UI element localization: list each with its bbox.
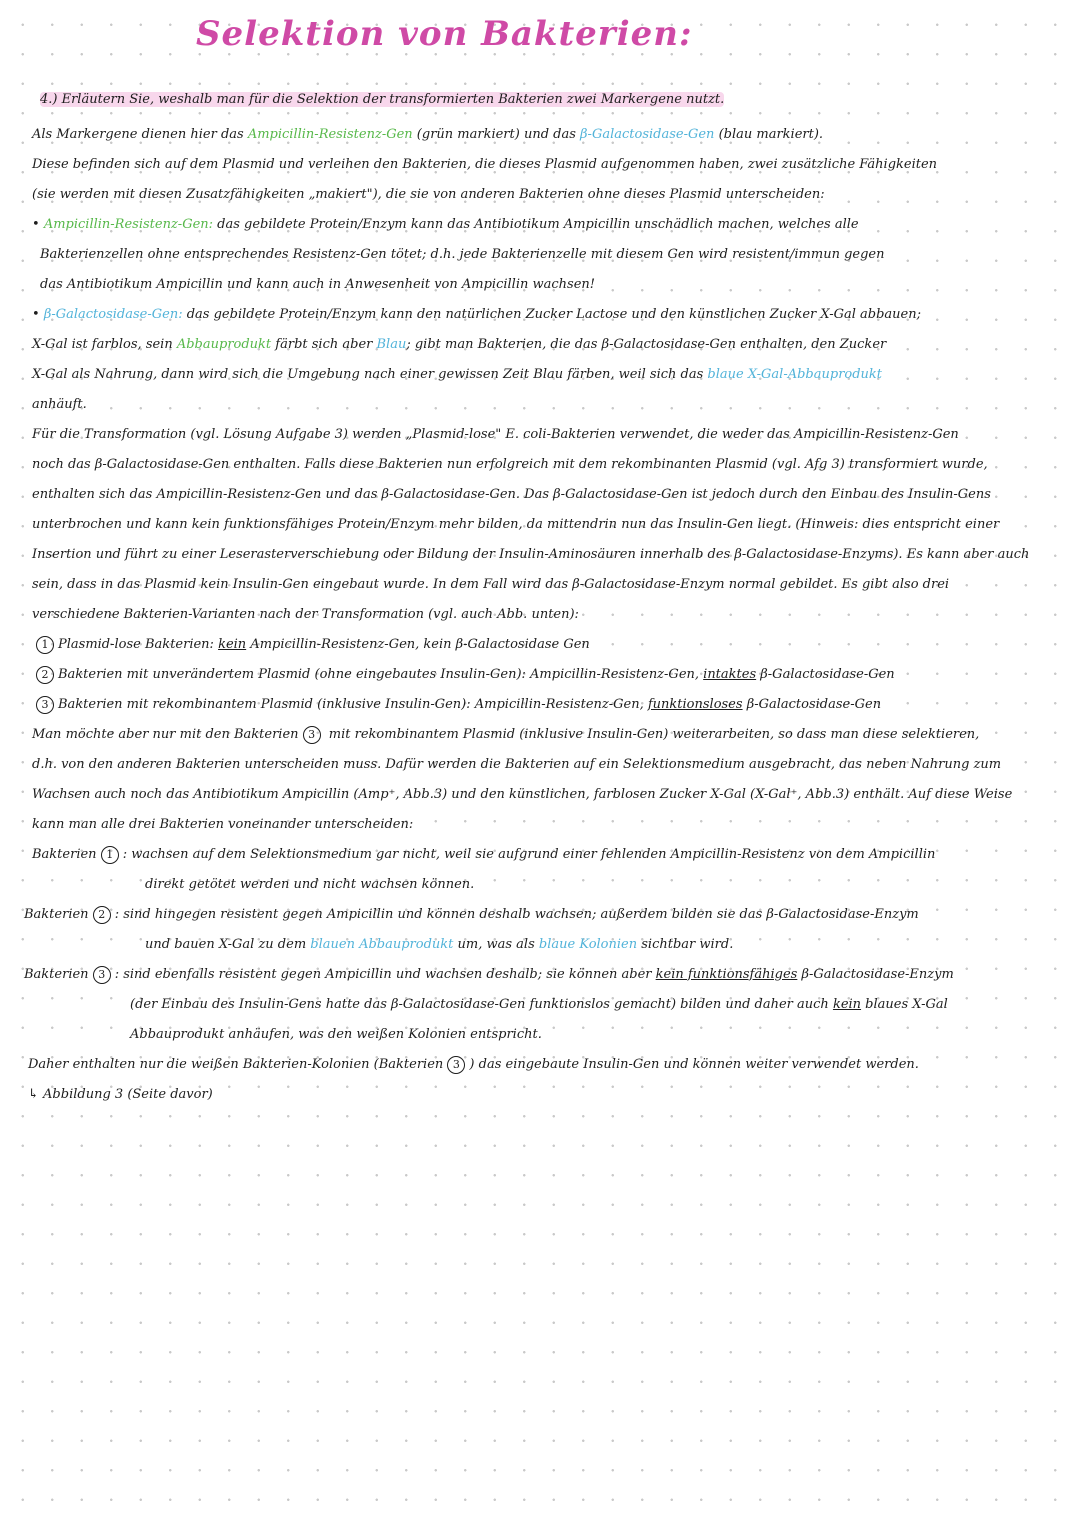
p3-line-4: kann man alle drei Bakterien voneinander unterscheiden: bbox=[32, 817, 414, 832]
result-2 bbox=[24, 900, 919, 930]
text: Bakterien bbox=[24, 967, 89, 982]
text: (blau markiert). bbox=[714, 127, 824, 142]
ampicillin-gene-label: Ampicillin-Resistenz-Gen: bbox=[43, 217, 214, 232]
underlined-term: kein bbox=[218, 637, 247, 652]
blau-term: Blau bbox=[376, 337, 407, 352]
p1-line-3: (sie werden mit diesen Zusatzfähigkeiten „makiert"), die sie von anderen Bakterien ohne dieses Plasmid unterscheiden: bbox=[32, 187, 825, 202]
text: β-Galactosidase-Enzym bbox=[797, 967, 954, 982]
p2-line-3: enthalten sich das Ampicillin-Resistenz-Gen und das β-Galactosidase-Gen. Das β-Galactosidase-Gen ist jedoch durch den Einbau des Insulin-Gens bbox=[32, 487, 991, 502]
p1-line-1 bbox=[32, 120, 823, 150]
bullet-galactosidase-line-4: anhäuft. bbox=[32, 397, 87, 412]
text: blaues X-Gal bbox=[861, 997, 948, 1012]
text: Bakterien mit rekombinantem Plasmid (inklusive Insulin-Gen): Ampicillin-Resistenz-Gen, bbox=[58, 697, 648, 712]
bullet-galactosidase-line-3 bbox=[32, 360, 882, 390]
text: mit rekombinantem Plasmid (inklusive Insulin-Gen) weiterarbeiten, so dass man diese selektieren, bbox=[324, 727, 980, 742]
circled-number: 3 bbox=[303, 726, 321, 744]
text: färbt sich aber bbox=[271, 337, 377, 352]
variant-3 bbox=[36, 690, 881, 720]
p2-line-5: Insertion und führt zu einer Leserasterverschiebung oder Bildung der Insulin-Aminosäuren innerhalb des β-Galactosidase-Enzyms). Es kann aber auch bbox=[32, 547, 1030, 562]
conclusion bbox=[28, 1050, 919, 1080]
variant-2 bbox=[36, 660, 895, 690]
text: ) das eingebaute Insulin-Gen und können weiter verwendet werden. bbox=[469, 1057, 919, 1072]
result-2-line-2 bbox=[145, 930, 733, 960]
circled-number: 2 bbox=[36, 666, 54, 684]
text: X-Gal ist farblos, sein bbox=[32, 337, 177, 352]
text: Als Markergene dienen hier das bbox=[32, 127, 248, 142]
p2-line-2: noch das β-Galactosidase-Gen enthalten. Falls diese Bakterien nun erfolgreich mit dem rekombinanten Plasmid (vgl. Afg 3) transformiert wurde, bbox=[32, 457, 988, 472]
figure-reference bbox=[28, 1080, 213, 1110]
text: sichtbar wird. bbox=[637, 937, 734, 952]
result-3 bbox=[24, 960, 954, 990]
return-arrow-icon: ↳ bbox=[28, 1087, 39, 1102]
text: : sind ebenfalls resistent gegen Ampicillin und wachsen deshalb; sie können aber bbox=[114, 967, 656, 982]
text: Man möchte aber nur mit den Bakterien bbox=[32, 727, 303, 742]
circled-number: 1 bbox=[36, 636, 54, 654]
text: Bakterien bbox=[32, 847, 97, 862]
circled-number: 3 bbox=[93, 966, 111, 984]
text: X-Gal als Nahrung, dann wird sich die Umgebung nach einer gewissen Zeit Blau färben, weil sich das bbox=[32, 367, 708, 382]
text: Daher enthalten nur die weißen Bakterien-Kolonien (Bakterien bbox=[28, 1057, 448, 1072]
text: (grün markiert) und das bbox=[412, 127, 581, 142]
text: ; gibt man Bakterien, die das β-Galactosidase-Gen enthalten, den Zucker bbox=[406, 337, 887, 352]
underlined-term: intaktes bbox=[703, 667, 757, 682]
bullet-galactosidase bbox=[32, 300, 921, 330]
question-text: 4.) Erläutern Sie, weshalb man für die Selektion der transformierten Bakterien zwei Markergene nutzt. bbox=[40, 92, 725, 107]
variant-1 bbox=[36, 630, 590, 660]
p2-line-4: unterbrochen und kann kein funktionsfähiges Protein/Enzym mehr bilden, da mittendrin nun das Insulin-Gen liegt. (Hinweis: dies entspricht einer bbox=[32, 517, 1000, 532]
p1-line-2: Diese befinden sich auf dem Plasmid und verleihen den Bakterien, die dieses Plasmid aufgenommen haben, zwei zusätzliche Fähigkeiten bbox=[32, 157, 938, 172]
blue-product-term: blauen Abbauprodukt bbox=[310, 937, 454, 952]
text: Plasmid-lose Bakterien: bbox=[58, 637, 219, 652]
bullet-dot: • bbox=[32, 217, 44, 232]
underlined-term: kein funktionsfähiges bbox=[655, 967, 798, 982]
p2-line-7: verschiedene Bakterien-Varianten nach der Transformation (vgl. auch Abb. unten): bbox=[32, 607, 579, 622]
p3-line-2: d.h. von den anderen Bakterien unterscheiden muss. Dafür werden die Bakterien auf ein Selektionsmedium ausgebracht, das neben Nahrung zum bbox=[32, 757, 1002, 772]
abbauprodukt-term: Abbauprodukt bbox=[176, 337, 272, 352]
bullet-dot: • bbox=[32, 307, 44, 322]
result-1-line-2: direkt getötet werden und nicht wachsen können. bbox=[145, 877, 475, 892]
bullet-ampicillin-line-2: Bakterienzellen ohne entsprechendes Resistenz-Gen tötet; d.h. jede Bakterienzelle mit diesem Gen wird resistent/immun gegen bbox=[40, 247, 885, 262]
text: (der Einbau des Insulin-Gens hatte das β-Galactosidase-Gen funktionslos gemacht) bilden und daher auch bbox=[130, 997, 833, 1012]
text: Bakterien mit unverändertem Plasmid (ohne eingebautes Insulin-Gen): Ampicillin-Resistenz-Gen, bbox=[58, 667, 704, 682]
ampicillin-gene-term: Ampicillin-Resistenz-Gen bbox=[247, 127, 413, 142]
bullet-ampicillin bbox=[32, 210, 859, 240]
text: um, was als bbox=[453, 937, 539, 952]
result-3-line-3: Abbauprodukt anhäufen, was den weißen Kolonien entspricht. bbox=[130, 1027, 542, 1042]
text: : sind hingegen resistent gegen Ampicillin und können deshalb wachsen; außerdem bilden sie das β-Galactosidase-Enzym bbox=[114, 907, 919, 922]
p2-line-6: sein, dass in das Plasmid kein Insulin-Gen eingebaut wurde. In dem Fall wird das β-Galactosidase-Enzym normal gebildet. Es gibt also drei bbox=[32, 577, 950, 592]
text: β-Galactosidase-Gen bbox=[756, 667, 895, 682]
blue-colonies-term: blaue Kolonien bbox=[538, 937, 638, 952]
bullet-ampicillin-line-3: das Antibiotikum Ampicillin und kann auch in Anwesenheit von Ampicillin wachsen! bbox=[40, 277, 595, 292]
text: und bauen X-Gal zu dem bbox=[145, 937, 311, 952]
result-1 bbox=[32, 840, 935, 870]
p2-line-1: Für die Transformation (vgl. Lösung Aufgabe 3) werden „Plasmid-lose" E. coli-Bakterien verwendet, die weder das Ampicillin-Resistenz-Gen bbox=[32, 427, 959, 442]
p3-line-3: Wachsen auch noch das Antibiotikum Ampicillin (Amp⁺, Abb.3) und den künstlichen, farblosen Zucker X-Gal (X-Gal⁺, Abb.3) enthält. Auf diese Weise bbox=[32, 787, 1013, 802]
text: : wachsen auf dem Selektionsmedium gar nicht, weil sie aufgrund einer fehlenden Ampicillin-Resistenz von dem Ampicillin bbox=[122, 847, 936, 862]
text: das gebildete Protein/Enzym kann das Antibiotikum Ampicillin unschädlich machen, welches alle bbox=[213, 217, 859, 232]
p3-line-1 bbox=[32, 720, 979, 750]
text: Abbildung 3 (Seite davor) bbox=[43, 1087, 213, 1102]
page-title: Selektion von Bakterien: bbox=[196, 14, 693, 54]
bullet-galactosidase-line-2 bbox=[32, 330, 886, 360]
result-3-line-2 bbox=[130, 990, 948, 1020]
underlined-term: kein bbox=[832, 997, 862, 1012]
circled-number: 1 bbox=[101, 846, 119, 864]
underlined-term: funktionsloses bbox=[647, 697, 743, 712]
question bbox=[40, 85, 724, 115]
galactosidase-gene-term: β-Galactosidase-Gen bbox=[580, 127, 715, 142]
text: Ampicillin-Resistenz-Gen, kein β-Galactosidase Gen bbox=[246, 637, 590, 652]
circled-number: 3 bbox=[36, 696, 54, 714]
circled-number: 2 bbox=[93, 906, 111, 924]
text: Bakterien bbox=[24, 907, 89, 922]
text: β-Galactosidase-Gen bbox=[742, 697, 882, 712]
blue-product-term: blaue X-Gal-Abbauprodukt bbox=[707, 367, 883, 382]
galactosidase-gene-label: β-Galactosidase-Gen: bbox=[43, 307, 183, 322]
circled-number: 3 bbox=[447, 1056, 465, 1074]
text: das gebildete Protein/Enzym kann den natürlichen Zucker Lactose und den künstlichen Zucker X-Gal abbauen; bbox=[182, 307, 921, 322]
